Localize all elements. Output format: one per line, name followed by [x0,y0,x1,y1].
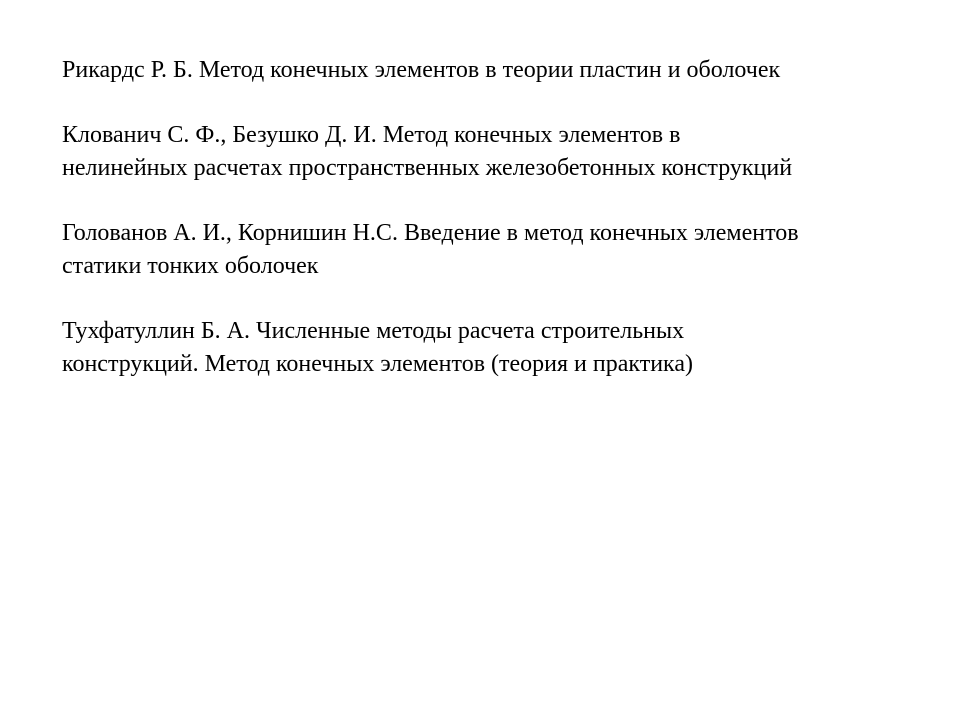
reference-line: статики тонких оболочек [62,253,319,279]
reference-line: Тухфатуллин Б. А. Численные методы расчета строительных [62,318,685,344]
reference-line: Клованич С. Ф., Безушко Д. И. Метод конечных элементов в [62,122,681,148]
reference-item [62,119,922,185]
reference-list [62,54,922,413]
reference-line: конструкций. Метод конечных элементов (теория и практика) [62,351,693,377]
reference-item [62,315,922,381]
reference-item [62,54,922,87]
reference-item [62,217,922,283]
reference-line: Рикардс Р. Б. Метод конечных элементов в теории пластин и оболочек [62,57,781,83]
reference-line: Голованов А. И., Корнишин Н.С. Введение в метод конечных элементов [62,220,799,246]
reference-line: нелинейных расчетах пространственных железобетонных конструкций [62,155,793,181]
